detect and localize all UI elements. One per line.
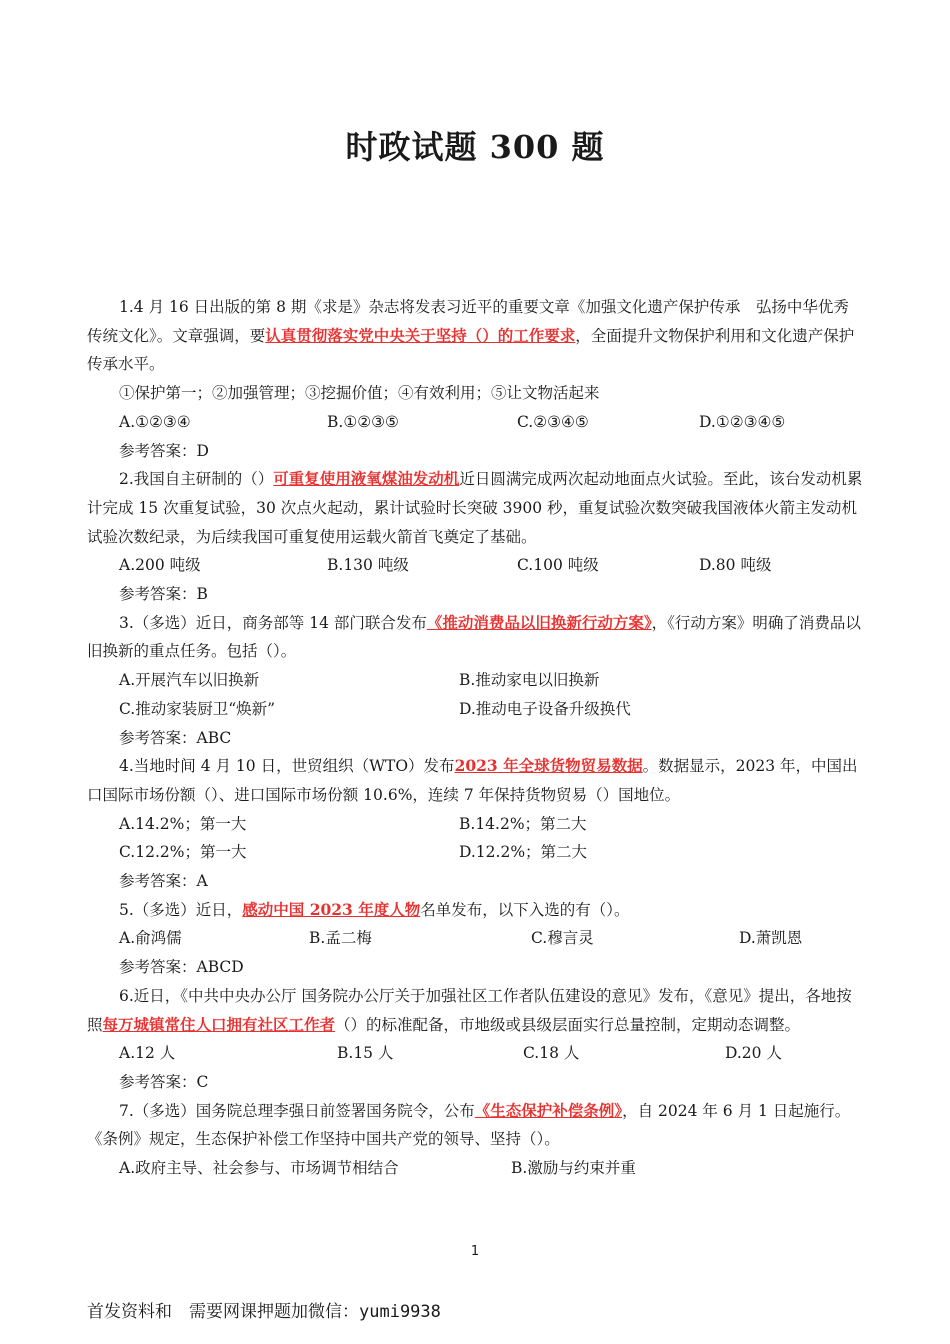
option-a: A.政府主导、社会参与、市场调节相结合 bbox=[119, 1159, 399, 1178]
answer-1: 参考答案：D bbox=[119, 441, 209, 460]
question-5: 5.（多选）近日，感动中国 2023 年度人物名单发布，以下入选的有（）。 bbox=[119, 899, 630, 919]
wechat-id: yumi9938 bbox=[359, 1302, 441, 1322]
option-c: C.18 人 bbox=[523, 1044, 580, 1063]
option-b: B.激励与约束并重 bbox=[511, 1159, 636, 1178]
question-2-options bbox=[87, 551, 863, 580]
option-a: A.俞鸿儒 bbox=[119, 929, 182, 948]
answer-3: 参考答案：ABC bbox=[119, 728, 232, 747]
highlight: 可重复使用液氧煤油发动机 bbox=[273, 469, 460, 489]
option-b: B.15 人 bbox=[337, 1044, 394, 1063]
highlight: 2023 年全球货物贸易数据 bbox=[454, 756, 643, 776]
highlight: 《生态保护补偿条例》 bbox=[474, 1100, 623, 1120]
page-title: 时政试题 300 题 bbox=[345, 128, 605, 166]
option-c: C.100 吨级 bbox=[517, 556, 599, 575]
question-4: 4.当地时间 4 月 10 日，世贸组织（WTO）发布2023 年全球货物贸易数据。数据显示，2023 年，中国出口国际市场份额（）、进口国际市场份额 10.6%，连续 7 年保持货物贸易（）国地位。 bbox=[87, 756, 858, 804]
option-d: D.①②③④⑤ bbox=[699, 412, 786, 431]
question-2: 2.我国自主研制的（）可重复使用液氧煤油发动机近日圆满完成两次起动地面点火试验。至此，该台发动机累计完成 15 次重复试验，30 次点火起动，累计试验时长突破 3900 秒，重复试验次数突破我国液体火箭主发动机试验次数纪录，为后续我国可重复使用运载火箭首飞奠定了基础。 bbox=[87, 469, 863, 546]
option-c: C.12.2%；第一大 bbox=[119, 843, 247, 862]
question-1: 1.4 月 16 日出版的第 8 期《求是》杂志将发表习近平的重要文章《加强文化遗产保护传承 弘扬中华优秀传统文化》。文章强调，要认真贯彻落实党中央关于坚持（）的工作要求，全面提升文物保护利用和文化遗产保护传承水平。 bbox=[87, 298, 855, 374]
option-c: C.②③④⑤ bbox=[517, 412, 589, 431]
highlight: 《推动消费品以旧换新行动方案》 bbox=[426, 612, 652, 632]
question-7: 7.（多选）国务院总理李强日前签署国务院令，公布《生态保护补偿条例》，自 2024 年 6 月 1 日起施行。《条例》规定，生态保护补偿工作坚持中国共产党的领导、坚持（）。 bbox=[87, 1100, 851, 1149]
option-d: D.80 吨级 bbox=[699, 556, 772, 575]
option-a: A.14.2%；第一大 bbox=[119, 814, 247, 833]
footer-note: 首发资料和 需要网课押题加微信：yumi9938 bbox=[87, 1302, 441, 1322]
question-list bbox=[87, 293, 863, 1183]
question-1-items: ①保护第一；②加强管理；③挖掘价值；④有效利用；⑤让文物活起来 bbox=[119, 384, 600, 403]
option-a: A.200 吨级 bbox=[119, 556, 201, 575]
option-d: D.20 人 bbox=[725, 1044, 782, 1063]
option-c: C.推动家装厨卫“焕新” bbox=[119, 699, 276, 718]
question-3: 3.（多选）近日，商务部等 14 部门联合发布《推动消费品以旧换新行动方案》，《行动方案》明确了消费品以旧换新的重点任务。包括（）。 bbox=[87, 612, 861, 661]
question-5-options bbox=[87, 924, 863, 953]
option-b: B.①②③⑤ bbox=[327, 412, 399, 431]
option-a: A.12 人 bbox=[119, 1044, 176, 1063]
answer-4: 参考答案：A bbox=[119, 872, 208, 891]
highlight: 认真贯彻落实党中央关于坚持（）的工作要求 bbox=[265, 325, 576, 345]
question-1-options bbox=[87, 408, 863, 437]
question-3-options bbox=[87, 666, 863, 723]
option-b: B.孟二梅 bbox=[309, 929, 372, 948]
option-b: B.130 吨级 bbox=[327, 556, 409, 575]
question-6-options bbox=[87, 1039, 863, 1068]
answer-6: 参考答案：C bbox=[119, 1072, 209, 1091]
answer-2: 参考答案：B bbox=[119, 585, 208, 604]
option-a: A.开展汽车以旧换新 bbox=[119, 671, 260, 690]
answer-5: 参考答案：ABCD bbox=[119, 958, 244, 977]
question-7-options bbox=[87, 1154, 863, 1183]
option-d: D.12.2%；第二大 bbox=[459, 843, 588, 862]
page-number: 1 bbox=[470, 1244, 480, 1259]
highlight: 感动中国 2023 年度人物 bbox=[242, 899, 421, 919]
option-d: D.萧凯恩 bbox=[739, 929, 803, 948]
question-4-options bbox=[87, 810, 863, 867]
question-6: 6.近日，《中共中央办公厅 国务院办公厅关于加强社区工作者队伍建设的意见》发布，《意见》提出，各地按照每万城镇常住人口拥有社区工作者（）的标准配备，市地级或县级层面实行总量控制，定期动态调整。 bbox=[87, 986, 852, 1034]
option-b: B.14.2%；第二大 bbox=[459, 814, 587, 833]
highlight: 每万城镇常住人口拥有社区工作者 bbox=[102, 1014, 336, 1034]
option-c: C.穆言灵 bbox=[531, 929, 594, 948]
option-b: B.推动家电以旧换新 bbox=[459, 671, 600, 690]
option-a: A.①②③④ bbox=[119, 412, 191, 431]
option-d: D.推动电子设备升级换代 bbox=[459, 699, 631, 718]
